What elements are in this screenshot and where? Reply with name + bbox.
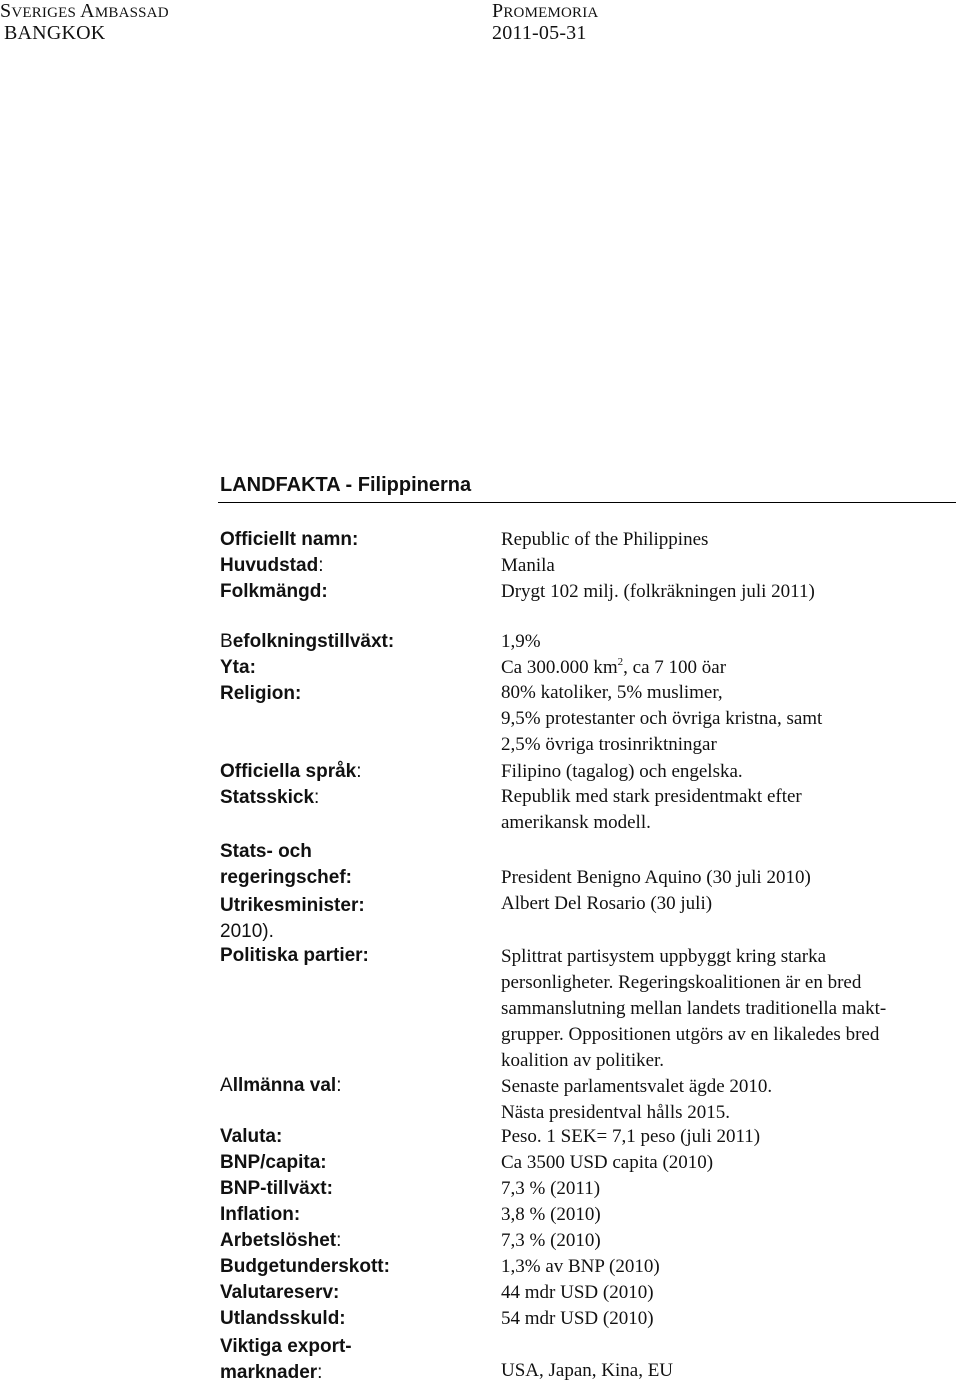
sender-city: BANGKOK xyxy=(4,22,106,44)
label-valuta: Valuta: xyxy=(220,1126,283,1147)
partier-line-3: sammanslutning mellan landets traditionella makt- xyxy=(501,998,887,1019)
partier-line-4: grupper. Oppositionen utgörs av en likaledes bred xyxy=(501,1024,880,1045)
value-utrikesminister: Albert Del Rosario (30 juli) xyxy=(501,893,713,914)
value-yta: Ca 300.000 $km^2$, ca 7 100 öar xyxy=(501,656,727,678)
partier-line-5: koalition av politiker. xyxy=(501,1050,665,1071)
value-inflation: 3,8 % (2010) xyxy=(501,1204,601,1225)
religion-line-2: 9,5% protestanter och övriga kristna, samt xyxy=(501,708,823,729)
label-bnp-tillvaxt: BNP-tillväxt: xyxy=(220,1178,333,1199)
label-allmanna-val: Allmänna val: xyxy=(220,1075,342,1096)
sender-cap-1: S xyxy=(0,0,12,22)
value-statsskick xyxy=(501,784,802,836)
label-statsskick: Statsskick: xyxy=(220,787,320,808)
value-befolkningstillvaxt: 1,9% xyxy=(501,631,541,652)
label-arbetsloshet: Arbetslöshet: xyxy=(220,1230,342,1251)
religion-line-3: 2,5% övriga trosinriktningar xyxy=(501,734,717,755)
val-line-1: Senaste parlamentsvalet ägde 2010. xyxy=(501,1076,773,1097)
val-line-2: Nästa presidentval hålls 2015. xyxy=(501,1102,731,1123)
religion-line-1: 80% katoliker, 5% muslimer, xyxy=(501,682,723,703)
label-yta: Yta: xyxy=(220,657,256,678)
statsskick-line-1: Republik med stark presidentmakt efter xyxy=(501,786,802,807)
value-bnp-capita: Ca 3500 USD capita (2010) xyxy=(501,1152,714,1173)
statsskick-line-2: amerikansk modell. xyxy=(501,812,651,833)
doctype-cap: P xyxy=(492,0,504,22)
title-underline xyxy=(218,502,956,503)
value-officiella-sprak: Filipino (tagalog) och engelska. xyxy=(501,761,743,782)
page-title: LANDFAKTA - Filippinerna xyxy=(220,474,472,496)
value-bnp-tillvaxt: 7,3 % (2011) xyxy=(501,1178,601,1199)
value-utlandsskuld: 54 mdr USD (2010) xyxy=(501,1308,654,1329)
label-befolkningstillvaxt: Befolkningstillväxt: xyxy=(220,631,395,652)
value-allmanna-val xyxy=(501,1074,772,1126)
sender-organization xyxy=(0,0,169,23)
partier-line-1: Splittrat partisystem uppbyggt kring starka xyxy=(501,946,827,967)
value-religion xyxy=(501,680,822,758)
utrikesminister-continuation: 2010). xyxy=(220,921,274,942)
sender-rest-2: MBASSAD xyxy=(94,5,169,21)
label-utlandsskuld: Utlandsskuld: xyxy=(220,1308,346,1329)
label-utrikesminister: Utrikesminister: 2010). xyxy=(220,893,365,945)
value-viktiga-exportmarknader: USA, Japan, Kina, EU xyxy=(501,1360,674,1381)
value-stats-och-regeringschef: President Benigno Aquino (30 juli 2010) xyxy=(501,867,811,888)
label-stats-och-regeringschef: Stats- och regeringschef: xyxy=(220,841,352,888)
label-officiella-sprak: Officiella språk: xyxy=(220,761,362,782)
partier-line-2: personligheter. Regeringskoalitionen är en bred xyxy=(501,972,862,993)
label-valutareserv: Valutareserv: xyxy=(220,1282,340,1303)
value-folkmangd: Drygt 102 milj. (folkräkningen juli 2011) xyxy=(501,581,815,602)
value-valutareserv: 44 mdr USD (2010) xyxy=(501,1282,654,1303)
superscript: 2 xyxy=(617,656,624,668)
value-huvudstad: Manila xyxy=(501,555,555,576)
value-arbetsloshet: 7,3 % (2010) xyxy=(501,1230,601,1251)
label-politiska-partier: Politiska partier: xyxy=(220,945,369,966)
value-officiellt-namn: Republic of the Philippines xyxy=(501,529,709,550)
label-bnp-capita: BNP/capita: xyxy=(220,1152,327,1173)
sender-cap-2: A xyxy=(80,0,95,22)
label-officiellt-namn: Officiellt namn: xyxy=(220,529,359,550)
label-folkmangd: Folkmängd: xyxy=(220,581,328,602)
label-viktiga-exportmarknader: Viktiga export- marknader: xyxy=(220,1336,352,1383)
document-type xyxy=(492,0,598,23)
doctype-rest: ROMEMORIA xyxy=(503,5,599,21)
label-budgetunderskott: Budgetunderskott: xyxy=(220,1256,390,1277)
label-religion: Religion: xyxy=(220,683,302,704)
value-valuta: Peso. 1 SEK= 7,1 peso (juli 2011) xyxy=(501,1126,761,1147)
label-huvudstad: Huvudstad: xyxy=(220,555,324,576)
document-date: 2011-05-31 xyxy=(492,22,587,44)
label-inflation: Inflation: xyxy=(220,1204,301,1225)
sender-rest-1: VERIGES xyxy=(11,5,77,21)
value-politiska-partier xyxy=(501,944,886,1074)
value-budgetunderskott: 1,3% av BNP (2010) xyxy=(501,1256,660,1277)
